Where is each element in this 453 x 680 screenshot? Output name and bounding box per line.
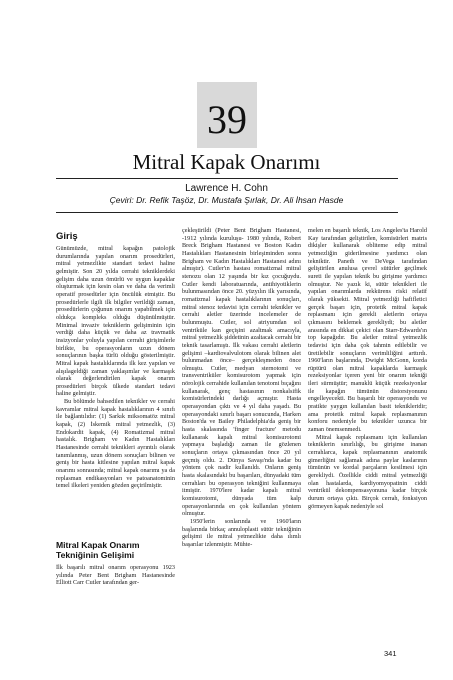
- paragraph: İlk başarılı mitral onarım operasyonu 1923 yılında Peter Bent Brigham Hastanesinde Elliott Carr Cutler tarafından ger-: [56, 564, 175, 587]
- history-heading: Mitral Kapak Onarım Tekniğinin Gelişimi: [56, 540, 140, 560]
- column-2: [182, 227, 301, 549]
- page-number: 341: [384, 649, 397, 658]
- author-name: Lawrence H. Cohn: [185, 183, 268, 194]
- column-3: [308, 227, 427, 510]
- column-1-bottom: [56, 564, 175, 587]
- paragraph: çekleştirildi (Peter Bent Brigham Hastanesi, -1912 yılında kuruluşu- 1980 yılında, Robert Breck Brigham Hastanesi ve Boston Kadın Hastalıkları Hastanesinin birleşiminden sonra Brigham ve Kadın Hastalıkları Hastanesi adını almıştır). Cutler'ın hastası romatizmal mitral stenozu olan 12 yaşında bir kız çocuğuydu. Cutler kendi laboratuarında, antihiyotiklerin bulunmasından önce 20. yüzyılın ilk yarısında, romatizmal kapak hastalıklarının sonuçları, mitral stenoz tedavisi için cerrahi teknikler ve cerrahi aletler üzerinde incelemeler de bulunmuştu. Cutler, sol atriyumdan sol ventriküle kan geçişini azaltmak amacıyla, mitral yetmezlik şiddetinin azaltacak cerrahi bir teknik tasarlamıştı. İlk vakası cerrahi aletlerin gelişimi –kardiovalvulotom olarak bilinen alet bulunmadan önce– gerçekleşmeden önce olmuştu. Cutler, medyan sternotomi ve transventriküler komisurotom yapmak için nörolojik cerrahide kullanılan tenotomi bıçağını kullanarak, genç hastasının nonkalsifik komisürlerindeki darlığı açmıştır. Hasta operasyondan çıktı ve 4 yıl daha yaşadı. Bu operasyondaki sınırlı başarı sonucunda, Harken Boston'da ve Bailey Philadelphia'da geniş bir hasta skalasında 'finger fracture' metodu kullanarak kapalı mitral komisurotomi yapmaya başladığı zaman ile gözlenen sonuçların ortaya çıkmasından önce 20 yıl geçmiş oldu. 2. Dünya Savaşı'nda kadar bu yöntem çok nadir kullanıldı. Onların geniş hasta skalasındaki bu başarıları, dünyadaki tüm cerrahları bu operasyon tekniğini kullanmaya itmiştir. 1970'lere kadar kapalı mitral komisurotomi, dünyada tüm kalp operasyonlarında en çok kullanılan yöntem olmuştur.: [182, 227, 301, 518]
- paragraph: 1950'lerin sonlarında ve 1960'ların başlarında birkaç annuloplasti sütür tekniğinin gelişimi ile mitral yetmezlikte daha ılımlı başarılar izlenmiştir. Mühte-: [182, 517, 301, 548]
- column-1: [56, 245, 175, 490]
- chapter-number: 39: [207, 97, 247, 142]
- chapter-title: Mitral Kapak Onarımı: [132, 150, 321, 174]
- paragraph: melen en başarılı teknik, Los Angeles'ta Harold Kay tarafından geliştirilen, komisürleri matris dikişler kullanarak obliteme edip mitral yetmezliğin giderilmesine yardımcı olan tekniktir. Paneth ve DeVega tarafından geliştirilen anulusa çevrel sütürler geçilmek sureti ile yapılan teknik bu girişime yardımcı olmuştur. Ne yazık ki, sütür teknikleri ile yapılan onarımlarda rekkürens riski relatif olarak yüksekti. Mitral yetmezliği hafifletici gerçek başarı için, protetik mitral kapak replasmanı için gerekli aletlerin ortaya çıkmasını beklemek gerekliydi; bu aletler arasında en dikkat çekici olan Starr-Edwards'ın top kapağıdır. Bu aletler mitral yetmezlik tedavisi için daha çok tahmin edilebilir ve üretilebilir sonuçların verimliliğini arttırdı. 1960'ların başlarında, Dwight McGonn, korda rüptürü olan mitral kapaklarda karmaşık rezeksiyonlar içeren yeni bir onarım tekniği ileri sürmüştür; manuklü küçük rezeksiyonlar ile kapağın tümünün distorsiyonunu engelleyecekti. Bu başarılı bir operasyondu ve pratikte yaygın kullanılan basit teknikleridir; ama protetik mitral kapak replasmanının konforu nedeniyle bu teknikler uzunca bir zaman önemsenmedi.: [308, 227, 427, 434]
- title-rule: [56, 178, 398, 179]
- intro-heading: Giriş: [56, 231, 78, 242]
- translators: Çeviri: Dr. Refik Taşöz, Dr. Mustafa Şırlak, Dr. Ali İhsan Hasde: [109, 195, 344, 205]
- header-rule: [56, 212, 398, 213]
- paragraph: Mitral kapak replasmanı için kullanılan tekniklerin sınırlılığı, bu girişime inanan cerrahlarca, kapak replasmanının anatomik gimerliğini sağlamak adına paylar kaslarının tümünün ve kordal parçaların kesilmesi için gerekliydi. Özellikle ciddi mitral yetmezliği olan hastalarda, kardiyomyopatinin ciddi ventrikül dekompensasyonuna kadar birçok durum ortaya çıktı. Birçok cerrah, fonksiyon görmeyen kapak nedeniyle sol: [308, 433, 427, 510]
- paragraph: Bu bölümde bahsedilen teknikler ve cerrahi kavramlar mitral kapak hastalıklarının 4 sınıfı ile bağlantılıdır: (1) Sarkık miksomatöz mitral kapak, (2) İskemik mitral yetmezlik, (3) Endokardit kapak, (4) Romatizmal mitral hastalık. Brigham ve Kadın Hastalıkları Hastanesinde cerrahi teknikleri ayrıntılı olarak tanımlanmış, uzun dönem sonuçları bilinen ve geniş bir hasta kitlesine yapılan mitral kapak onarımı sonrasında; mitral kapak onarımı ya da replasman endikasyonları ve patoanatominin temel ilkeleri yeniden gözden geçirilmiştir.: [56, 398, 175, 490]
- paragraph: Günümüzde, mitral kapağın patolojik durumlarında yapılan onarım prosedürleri, mitral yetmezlikte standart tedavi haline gelmiştir. Son 20 yılda cerrahi tekniklerdeki gelişim daha uzun ömürlü ve uygun kapaklar oluşturmak için kesin olan ve daha da verimli operatif prosedürler için öncülük etmiştir. Bu prosedürlerle ilgili ilk bilgiler verildiği zaman, prosedürlerin çoğunun onarım yapabilmek için oldukça kompleks olduğu düşünülmüştür. Minimal invaziv tekniklerin gelişiminin için verdiği daha küçük ve daha az travmatik insizyonlar yoluyla yapılan cerrahi girişimlerle birlikte, bu operasyonların uzun dönem sonuçlarının başka türlü olduğu gösterilmiştir. Mitral kapak hastalıklarında ilk kez yapılan ve alışılageldiği zaman yaklaşımlar ve karmaşık olarak değerlendirilen kapak onarım prosedürleri birçok ülkede standart tedavi haline gelmiştir.: [56, 245, 175, 398]
